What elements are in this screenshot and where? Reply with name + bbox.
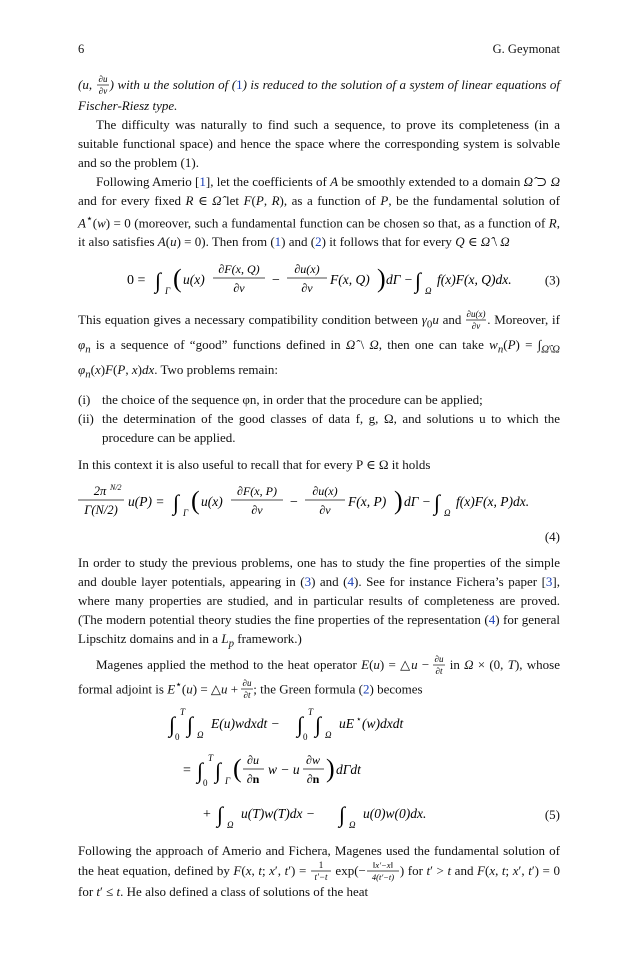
- svg-text:∫: ∫: [315, 712, 322, 738]
- equation-4-number: (4): [544, 529, 560, 545]
- svg-text:T: T: [180, 707, 186, 718]
- svg-text:(: (: [173, 264, 182, 294]
- svg-text:u(x): u(x): [201, 494, 223, 510]
- svg-text:∂t: ∂t: [243, 690, 251, 701]
- paragraph-difficulty: The difficulty was naturally to find such a sequence, to prove its completeness (in a suitable functional space) and hence the space where the corresponding system is solvable and so the problem (1).: [78, 117, 560, 170]
- svg-text:(w)dxdt: (w)dxdt: [362, 716, 404, 732]
- svg-text:∂ν: ∂ν: [98, 86, 107, 96]
- svg-text:Ω: Ω: [349, 820, 356, 831]
- svg-text:dΓ −: dΓ −: [386, 272, 413, 288]
- svg-text:Γ: Γ: [165, 286, 171, 297]
- equation-3-formula: [109, 258, 529, 302]
- svg-text:∂w: ∂w: [306, 753, 320, 768]
- svg-text:u(x): u(x): [183, 272, 205, 288]
- svg-text:∂t: ∂t: [435, 665, 443, 676]
- svg-text:4(t′−t): 4(t′−t): [371, 872, 394, 883]
- paragraph-magenes: Magenes applied the method to the heat operator E(u) = △u − ∂u ∂t in Ω × (0, T), whose formal adjoint is E⋆(u) = △u + ∂u ∂t ; the Green formula (2) becomes: [78, 653, 560, 701]
- svg-text:∂u(x): ∂u(x): [312, 484, 338, 499]
- svg-text:u(T)w(T)dx −: u(T)w(T)dx −: [241, 806, 315, 822]
- svg-text:0 =: 0 =: [127, 273, 146, 289]
- svg-text:(: (: [233, 754, 242, 784]
- svg-text:∂ν: ∂ν: [319, 503, 331, 518]
- equation-5-formula: [169, 706, 469, 834]
- svg-text:∂F(x, P): ∂F(x, P): [237, 484, 277, 499]
- svg-text:Γ(N/2): Γ(N/2): [84, 503, 118, 518]
- svg-text:0: 0: [203, 778, 208, 789]
- svg-text:0: 0: [175, 732, 180, 743]
- svg-text:2π: 2π: [93, 484, 107, 499]
- paragraph-order: In order to study the previous problems, one has to study the fine properties of the simple and double layer potentials, appearing in (3) and (4). See for instance Fichera’s paper [3], where many properties are studied, and in particular results of completeness are proved. (The modern potential theory studies the fine properties of the representation (4) for general Lipschitz domains and in a $L_p$ framework.): [78, 555, 560, 650]
- svg-text:⋆: ⋆: [356, 714, 362, 725]
- svg-text:T: T: [208, 753, 214, 764]
- equation-3-number: (3): [544, 272, 560, 288]
- svg-text:−: −: [272, 273, 280, 289]
- svg-text:): ): [377, 264, 386, 294]
- svg-text:∂ν: ∂ν: [471, 321, 481, 332]
- svg-text:u(P) =: u(P) =: [128, 494, 165, 510]
- running-author: G. Geymonat: [492, 42, 560, 56]
- svg-text:∫: ∫: [297, 712, 304, 738]
- equation-5: [78, 706, 560, 834]
- svg-text:Ω: Ω: [197, 730, 204, 741]
- svg-text:∂n: ∂n: [306, 772, 320, 787]
- svg-text:F(x, P): F(x, P): [348, 494, 387, 510]
- paragraph-context: In this context it is also useful to recall that for every P ∈ Ω it holds: [78, 457, 431, 473]
- svg-text:=: =: [183, 763, 191, 779]
- list-item: (ii) the determination of the good classes of data f, g, Ω, and solutions u to which the procedure can be applied.: [78, 411, 560, 446]
- svg-text:∫: ∫: [215, 758, 222, 784]
- svg-text:∂u: ∂u: [434, 653, 444, 664]
- svg-text:(: (: [191, 486, 200, 516]
- page: [78, 40, 560, 901]
- running-header: [78, 40, 560, 60]
- svg-text:∫: ∫: [187, 712, 194, 738]
- svg-text:t′−t: t′−t: [314, 872, 328, 883]
- svg-text:uE: uE: [339, 716, 354, 732]
- svg-text:1: 1: [318, 860, 324, 871]
- paragraph-amerio: Following Amerio [1], let the coefficients of A be smoothly extended to a domain Ω̂ ⊃ Ω and for every fixed R ∈ Ω̂ let F(P, R), as a function of P, be the fundamental solution of A⋆(w) = 0 (moreover, such a fundamental function can be chosen so that, as a function of R, it also satisfies A(u) = 0). Then from (1) and (2) it follows that for every Q ∈ Ω̂ \ Ω: [78, 174, 560, 250]
- svg-text:∫: ∫: [339, 802, 346, 828]
- equation-4: [78, 480, 560, 545]
- svg-text:u(0)w(0)dx.: u(0)w(0)dx.: [363, 806, 427, 822]
- svg-text:∫: ∫: [169, 712, 176, 738]
- svg-text:∂ν: ∂ν: [301, 281, 313, 296]
- svg-text:∂u: ∂u: [98, 74, 108, 84]
- svg-text:T: T: [308, 707, 314, 718]
- svg-text:E(u)wdxdt −: E(u)wdxdt −: [211, 716, 280, 732]
- svg-text:∫: ∫: [197, 758, 204, 784]
- svg-text:∂ν: ∂ν: [233, 281, 245, 296]
- svg-text:∂u(x): ∂u(x): [466, 309, 486, 320]
- svg-text:N/2: N/2: [110, 483, 122, 493]
- svg-text:w − u: w − u: [268, 762, 300, 778]
- svg-text:‖x′−x‖: ‖x′−x‖: [372, 860, 393, 871]
- paragraph-compatibility: This equation gives a necessary compatibility condition between $\gamma_0u$ and ∂u(x) ∂ν . Moreover, if $\varphi_n$ is a sequence of “good” functions defined in Ω̂ \ Ω, then one can take $w_n(P) = \int_{\Omegâ\backslash\Omega}$ $\varphi_n(x)F(P$, x)dx. Two problems remain:: [78, 309, 560, 381]
- equation-3: [78, 258, 560, 302]
- svg-text:f(x)F(x, P)dx.: f(x)F(x, P)dx.: [456, 494, 530, 510]
- svg-text:F(x, Q): F(x, Q): [330, 272, 370, 288]
- list-item: (i) the choice of the sequence φn, in order that the procedure can be applied;: [78, 392, 483, 408]
- svg-text:∂ν: ∂ν: [251, 503, 263, 518]
- svg-text:∂F(x, Q): ∂F(x, Q): [218, 262, 260, 277]
- svg-text:Γ: Γ: [225, 776, 231, 787]
- problem-list: [78, 390, 560, 447]
- svg-text:∂u(x): ∂u(x): [294, 262, 320, 277]
- paragraph-top: (u, ∂u ∂ν ) with u the solution of (1) is reduced to the solution of a system of linear equations of Fischer-Riesz type.: [78, 74, 561, 113]
- svg-text:): ): [326, 754, 335, 784]
- svg-text:Ω: Ω: [425, 286, 432, 297]
- svg-text:Ω: Ω: [227, 820, 234, 831]
- svg-text:∫: ∫: [173, 490, 180, 516]
- svg-text:0: 0: [303, 732, 308, 743]
- svg-text:Ω: Ω: [325, 730, 332, 741]
- svg-text:): ): [394, 486, 403, 516]
- svg-text:−: −: [290, 495, 298, 511]
- svg-text:Ω: Ω: [444, 508, 451, 519]
- svg-text:∂u: ∂u: [242, 678, 252, 689]
- svg-text:Γ: Γ: [183, 508, 189, 519]
- svg-text:∂u: ∂u: [247, 753, 259, 768]
- svg-text:∫: ∫: [434, 490, 441, 516]
- svg-text:∂n: ∂n: [246, 772, 260, 787]
- svg-text:∫: ∫: [217, 802, 224, 828]
- svg-text:f(x)F(x, Q)dx.: f(x)F(x, Q)dx.: [437, 272, 512, 288]
- svg-text:dΓdt: dΓdt: [336, 762, 361, 778]
- svg-text:+: +: [203, 807, 211, 823]
- equation-4-formula: [78, 480, 560, 540]
- svg-text:∫: ∫: [155, 268, 162, 294]
- paragraph-final: Following the approach of Amerio and Fichera, Magenes used the fundamental solution of the heat equation, defined by F(x, t; x′, t′) = 1 t′−t exp(− ‖x′−x‖ 4(t′−t) ) for t′ > t and F(x, t; x′, t′) = 0 for t′ ≤ t. He also defined a class of solutions of the heat: [78, 843, 560, 900]
- svg-text:dΓ −: dΓ −: [404, 494, 431, 510]
- equation-5-number: (5): [544, 807, 560, 823]
- svg-text:∫: ∫: [415, 268, 422, 294]
- page-number: 6: [78, 42, 85, 56]
